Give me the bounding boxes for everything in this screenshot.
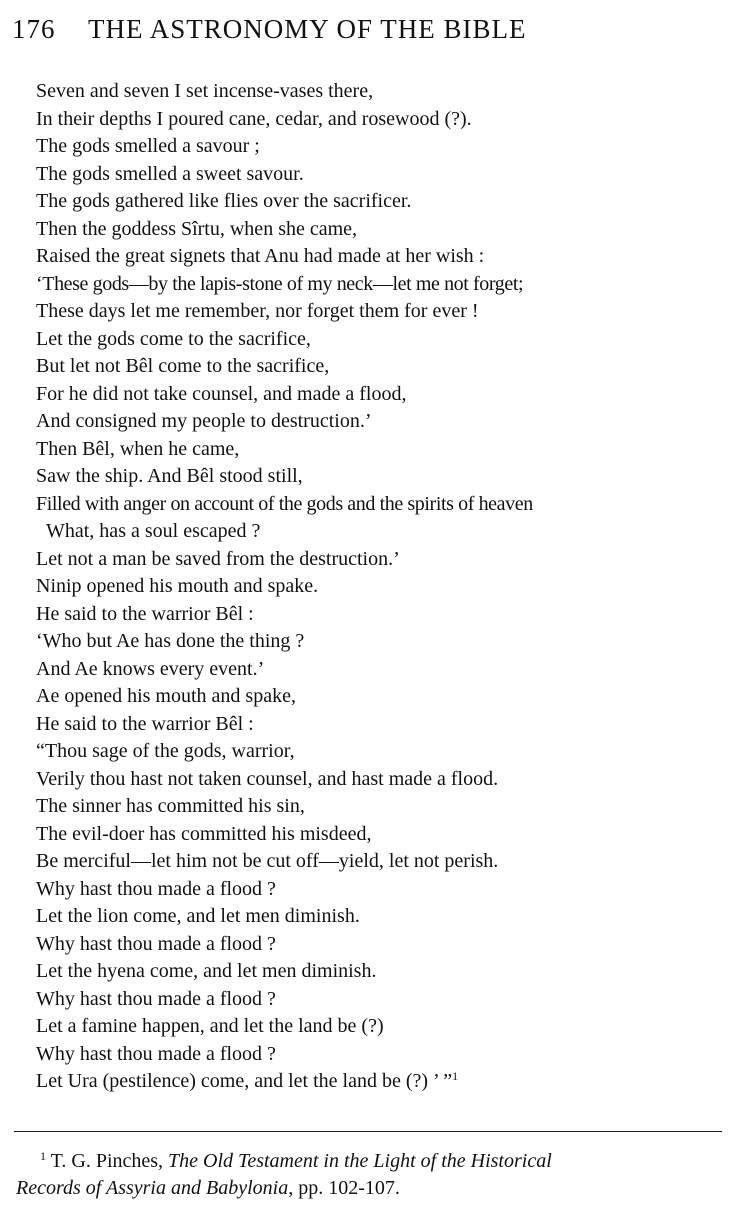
poem-line: Why hast thou made a flood ? — [36, 987, 276, 1010]
running-title: THE ASTRONOMY OF THE BIBLE — [88, 14, 527, 44]
poem-line: He said to the warrior Bêl : — [36, 602, 254, 625]
poem-line: “Thou sage of the gods, warrior, — [36, 740, 295, 762]
poem-line: In their depths I poured cane, cedar, and rosewood (?). — [36, 107, 472, 130]
poem-line: These days let me remember, nor forget them for ever ! — [36, 300, 479, 322]
poem-line: Be merciful—let him not be cut off—yield, let not perish. — [36, 850, 499, 872]
poem-line: Seven and seven I set incense-vases there, — [36, 80, 374, 102]
poem-line: Verily thou hast not taken counsel, and hast made a flood. — [36, 767, 499, 790]
footnote-title-part-1: The Old Testament in the Light of the Historical — [168, 1150, 552, 1172]
poem-line: And consigned my people to destruction.’ — [36, 410, 372, 432]
footnote-line-1 — [16, 1148, 736, 1175]
footnote-reference: 1 — [452, 1069, 459, 1083]
poem-line: Raised the great signets that Anu had made at her wish : — [36, 245, 485, 267]
poem-line: Let the hyena come, and let men diminish. — [36, 960, 377, 982]
page-header — [12, 14, 712, 54]
footnote — [16, 1148, 736, 1202]
poem-line-final — [36, 1068, 736, 1096]
poem-line: Why hast thou made a flood ? — [36, 1042, 276, 1065]
poem-line: For he did not take counsel, and made a flood, — [36, 382, 407, 405]
footnote-marker: 1 — [40, 1149, 46, 1163]
poem-line: Ninip opened his mouth and spake. — [36, 575, 319, 597]
poem-line: Let the gods come to the sacrifice, — [36, 327, 311, 350]
poem-line: The gods smelled a sweet savour. — [36, 162, 304, 185]
poem-line: The evil-doer has committed his misdeed, — [36, 822, 372, 845]
footnote-line-2 — [16, 1175, 736, 1202]
poem-line-final-text: Let Ura (pestilence) come, and let the land be (?) ’ ” — [36, 1070, 453, 1092]
poem-line: And Ae knows every event.’ — [36, 657, 265, 680]
poem-line: Saw the ship. And Bêl stood still, — [36, 465, 303, 487]
poem-line: But let not Bêl come to the sacrifice, — [36, 355, 330, 377]
poem-text — [36, 78, 736, 1096]
poem-line: The gods smelled a savour ; — [36, 135, 260, 157]
poem-line: Then Bêl, when he came, — [36, 437, 240, 460]
page-number: 176 — [12, 14, 56, 44]
poem-line: What, has a soul escaped ? — [46, 520, 261, 542]
poem-line: The sinner has committed his sin, — [36, 795, 305, 817]
poem-line: Ae opened his mouth and spake, — [36, 685, 296, 707]
poem-line: ‘These gods—by the lapis-stone of my neck—let me not forget; — [36, 272, 524, 295]
poem-line: The gods gathered like flies over the sacrificer. — [36, 190, 412, 212]
footnote-divider — [14, 1131, 722, 1132]
poem-line: He said to the warrior Bêl : — [36, 712, 254, 735]
poem-line: Let the lion come, and let men diminish. — [36, 905, 360, 927]
poem-line: Let a famine happen, and let the land be (?) — [36, 1015, 384, 1037]
poem-line: Why hast thou made a flood ? — [36, 877, 276, 900]
footnote-title-part-2: Records of Assyria and Babylonia, — [16, 1177, 294, 1199]
poem-line: ‘Who but Ae has done the thing ? — [36, 630, 305, 652]
poem-line: Filled with anger on account of the gods and the spirits of heaven — [36, 492, 533, 515]
poem-line: Why hast thou made a flood ? — [36, 932, 276, 955]
footnote-author: T. G. Pinches, — [50, 1150, 164, 1172]
footnote-pages: pp. 102-107. — [298, 1177, 400, 1199]
poem-line: Let not a man be saved from the destruction.’ — [36, 547, 400, 570]
poem-line: Then the goddess Sîrtu, when she came, — [36, 217, 358, 240]
